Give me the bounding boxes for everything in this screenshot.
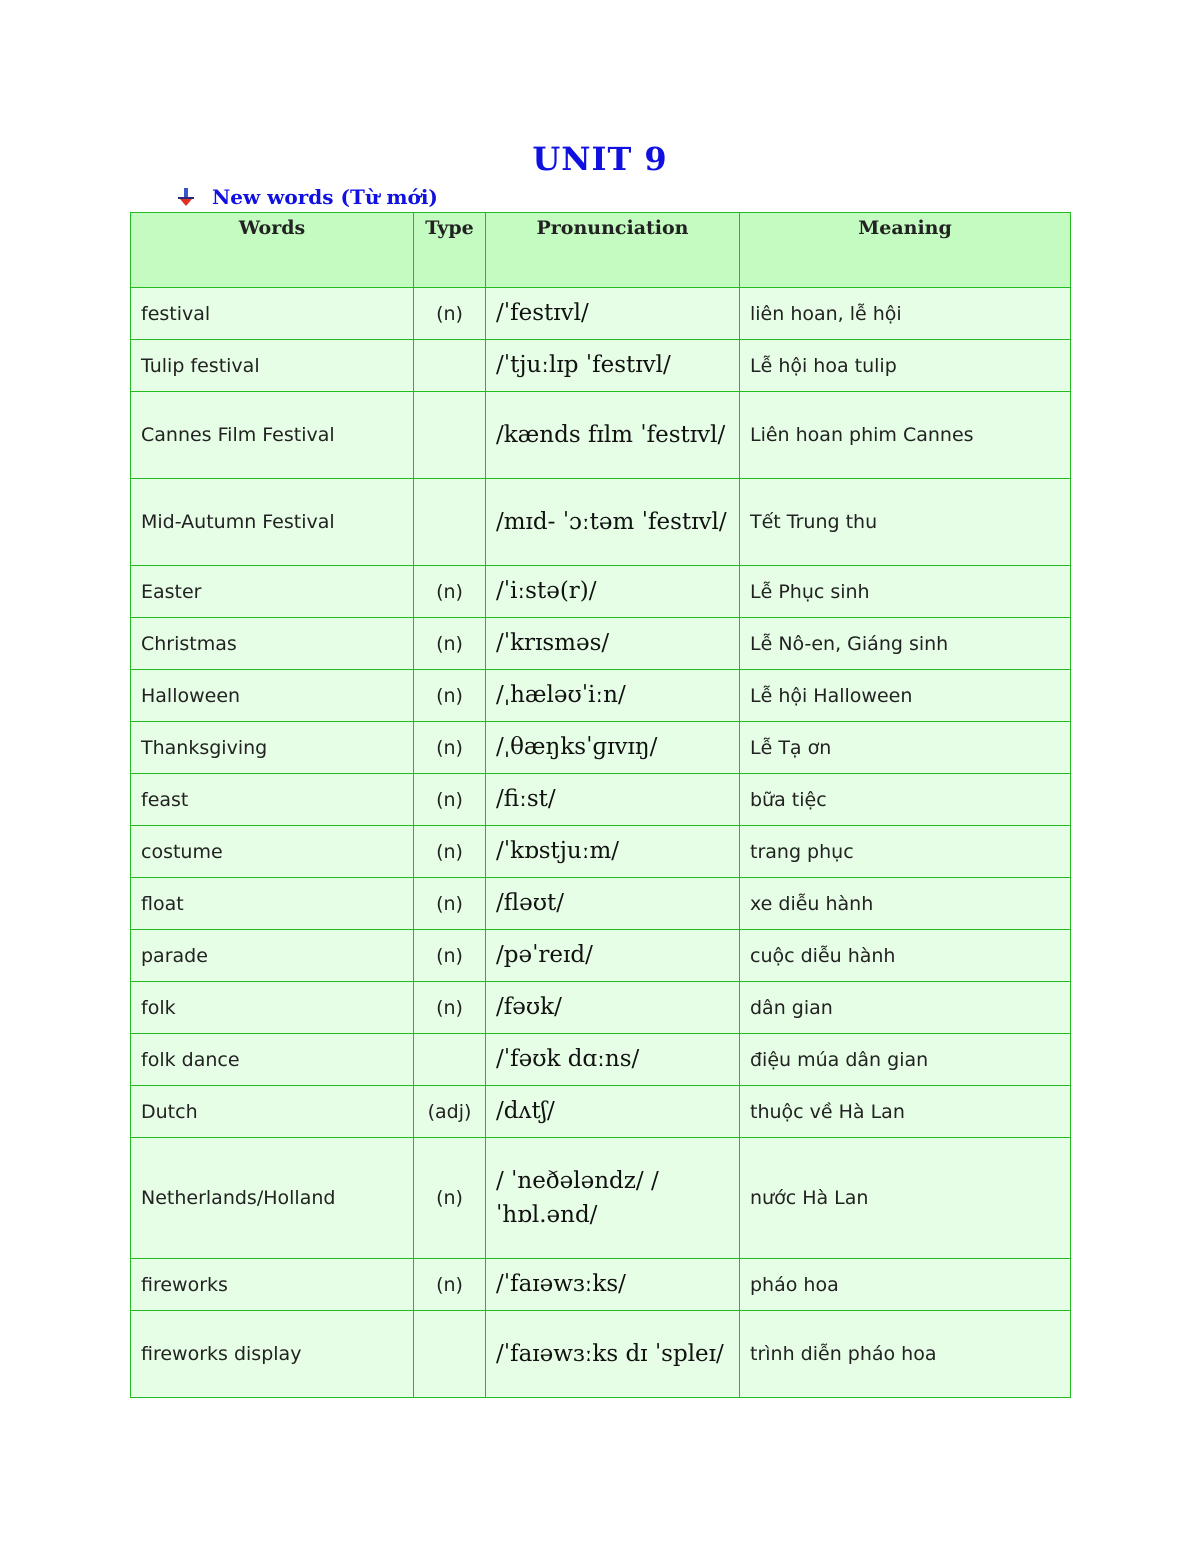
type-cell bbox=[414, 1311, 486, 1398]
table-row bbox=[131, 1086, 1071, 1138]
word-cell: Christmas bbox=[131, 618, 414, 670]
table-row bbox=[131, 566, 1071, 618]
type-cell: (n) bbox=[414, 288, 486, 340]
word-cell: costume bbox=[131, 826, 414, 878]
meaning-cell: Tết Trung thu bbox=[740, 479, 1071, 566]
page-title: UNIT 9 bbox=[532, 140, 668, 178]
word-cell: Netherlands/Holland bbox=[131, 1138, 414, 1259]
table-row bbox=[131, 878, 1071, 930]
meaning-cell: Liên hoan phim Cannes bbox=[740, 392, 1071, 479]
table-row bbox=[131, 1311, 1071, 1398]
meaning-cell: Lễ Tạ ơn bbox=[740, 722, 1071, 774]
type-cell: (n) bbox=[414, 930, 486, 982]
meaning-cell: Lễ hội Halloween bbox=[740, 670, 1071, 722]
word-cell: folk bbox=[131, 982, 414, 1034]
word-cell: float bbox=[131, 878, 414, 930]
word-cell: Cannes Film Festival bbox=[131, 392, 414, 479]
table-row bbox=[131, 930, 1071, 982]
pronunciation-cell: /ˈtjuːlɪp ˈfestɪvl/ bbox=[486, 340, 740, 392]
meaning-cell: bữa tiệc bbox=[740, 774, 1071, 826]
word-cell: festival bbox=[131, 288, 414, 340]
header-words: Words bbox=[131, 213, 414, 288]
type-cell: (n) bbox=[414, 878, 486, 930]
pronunciation-cell: /dʌtʃ/ bbox=[486, 1086, 740, 1138]
table-row bbox=[131, 618, 1071, 670]
header-type: Type bbox=[414, 213, 486, 288]
word-cell: Halloween bbox=[131, 670, 414, 722]
table-row bbox=[131, 826, 1071, 878]
meaning-cell: Lễ Nô-en, Giáng sinh bbox=[740, 618, 1071, 670]
word-cell: Easter bbox=[131, 566, 414, 618]
pronunciation-cell: /ˈiːstə(r)/ bbox=[486, 566, 740, 618]
type-cell: (n) bbox=[414, 566, 486, 618]
word-cell: feast bbox=[131, 774, 414, 826]
meaning-cell: Lễ hội hoa tulip bbox=[740, 340, 1071, 392]
table-row bbox=[131, 340, 1071, 392]
type-cell: (n) bbox=[414, 774, 486, 826]
word-cell: fireworks display bbox=[131, 1311, 414, 1398]
table-row bbox=[131, 1259, 1071, 1311]
table-row bbox=[131, 288, 1071, 340]
word-cell: Mid-Autumn Festival bbox=[131, 479, 414, 566]
pronunciation-cell: /ˈkɒstjuːm/ bbox=[486, 826, 740, 878]
pronunciation-cell: /ˌhæləʊˈiːn/ bbox=[486, 670, 740, 722]
word-cell: Thanksgiving bbox=[131, 722, 414, 774]
pronunciation-cell: /ˌθæŋksˈɡɪvɪŋ/ bbox=[486, 722, 740, 774]
type-cell: (n) bbox=[414, 826, 486, 878]
section-heading bbox=[176, 182, 438, 212]
table-row bbox=[131, 1138, 1071, 1259]
pronunciation-cell: /mɪd- ˈɔːtəm ˈfestɪvl/ bbox=[486, 479, 740, 566]
vocabulary-table bbox=[130, 212, 1071, 1398]
type-cell: (adj) bbox=[414, 1086, 486, 1138]
table-row bbox=[131, 982, 1071, 1034]
header-pronunciation: Pronunciation bbox=[486, 213, 740, 288]
meaning-cell: liên hoan, lễ hội bbox=[740, 288, 1071, 340]
word-cell: Dutch bbox=[131, 1086, 414, 1138]
table-row bbox=[131, 774, 1071, 826]
pronunciation-cell: / ˈneðələndz/ / ˈhɒl.ənd/ bbox=[486, 1138, 740, 1259]
meaning-cell: xe diễu hành bbox=[740, 878, 1071, 930]
meaning-cell: trình diễn pháo hoa bbox=[740, 1311, 1071, 1398]
word-cell: folk dance bbox=[131, 1034, 414, 1086]
meaning-cell: nước Hà Lan bbox=[740, 1138, 1071, 1259]
type-cell bbox=[414, 392, 486, 479]
pronunciation-cell: /ˈfəʊk dɑːns/ bbox=[486, 1034, 740, 1086]
meaning-cell: thuộc về Hà Lan bbox=[740, 1086, 1071, 1138]
pronunciation-cell: /fiːst/ bbox=[486, 774, 740, 826]
pronunciation-cell: /ˈfestɪvl/ bbox=[486, 288, 740, 340]
type-cell: (n) bbox=[414, 722, 486, 774]
section-heading-text: New words (Từ mới) bbox=[212, 185, 438, 209]
table-row bbox=[131, 392, 1071, 479]
table-row bbox=[131, 670, 1071, 722]
meaning-cell: pháo hoa bbox=[740, 1259, 1071, 1311]
type-cell bbox=[414, 1034, 486, 1086]
table-body bbox=[131, 288, 1071, 1398]
header-meaning: Meaning bbox=[740, 213, 1071, 288]
type-cell: (n) bbox=[414, 670, 486, 722]
meaning-cell: Lễ Phục sinh bbox=[740, 566, 1071, 618]
word-cell: parade bbox=[131, 930, 414, 982]
pronunciation-cell: /ˈkrɪsməs/ bbox=[486, 618, 740, 670]
pronunciation-cell: /pəˈreɪd/ bbox=[486, 930, 740, 982]
meaning-cell: điệu múa dân gian bbox=[740, 1034, 1071, 1086]
pronunciation-cell: /kænds fɪlm ˈfestɪvl/ bbox=[486, 392, 740, 479]
type-cell bbox=[414, 479, 486, 566]
table-row bbox=[131, 722, 1071, 774]
table-row bbox=[131, 1034, 1071, 1086]
meaning-cell: dân gian bbox=[740, 982, 1071, 1034]
pronunciation-cell: /ˈfaɪəwɜːks/ bbox=[486, 1259, 740, 1311]
word-cell: fireworks bbox=[131, 1259, 414, 1311]
type-cell: (n) bbox=[414, 618, 486, 670]
meaning-cell: cuộc diễu hành bbox=[740, 930, 1071, 982]
arrow-down-bullet-icon bbox=[176, 187, 196, 207]
type-cell bbox=[414, 340, 486, 392]
table-header-row bbox=[131, 213, 1071, 288]
table-row bbox=[131, 479, 1071, 566]
word-cell: Tulip festival bbox=[131, 340, 414, 392]
pronunciation-cell: /fləʊt/ bbox=[486, 878, 740, 930]
pronunciation-cell: /ˈfaɪəwɜːks dɪ ˈspleɪ/ bbox=[486, 1311, 740, 1398]
type-cell: (n) bbox=[414, 1259, 486, 1311]
type-cell: (n) bbox=[414, 982, 486, 1034]
meaning-cell: trang phục bbox=[740, 826, 1071, 878]
pronunciation-cell: /fəʊk/ bbox=[486, 982, 740, 1034]
type-cell: (n) bbox=[414, 1138, 486, 1259]
